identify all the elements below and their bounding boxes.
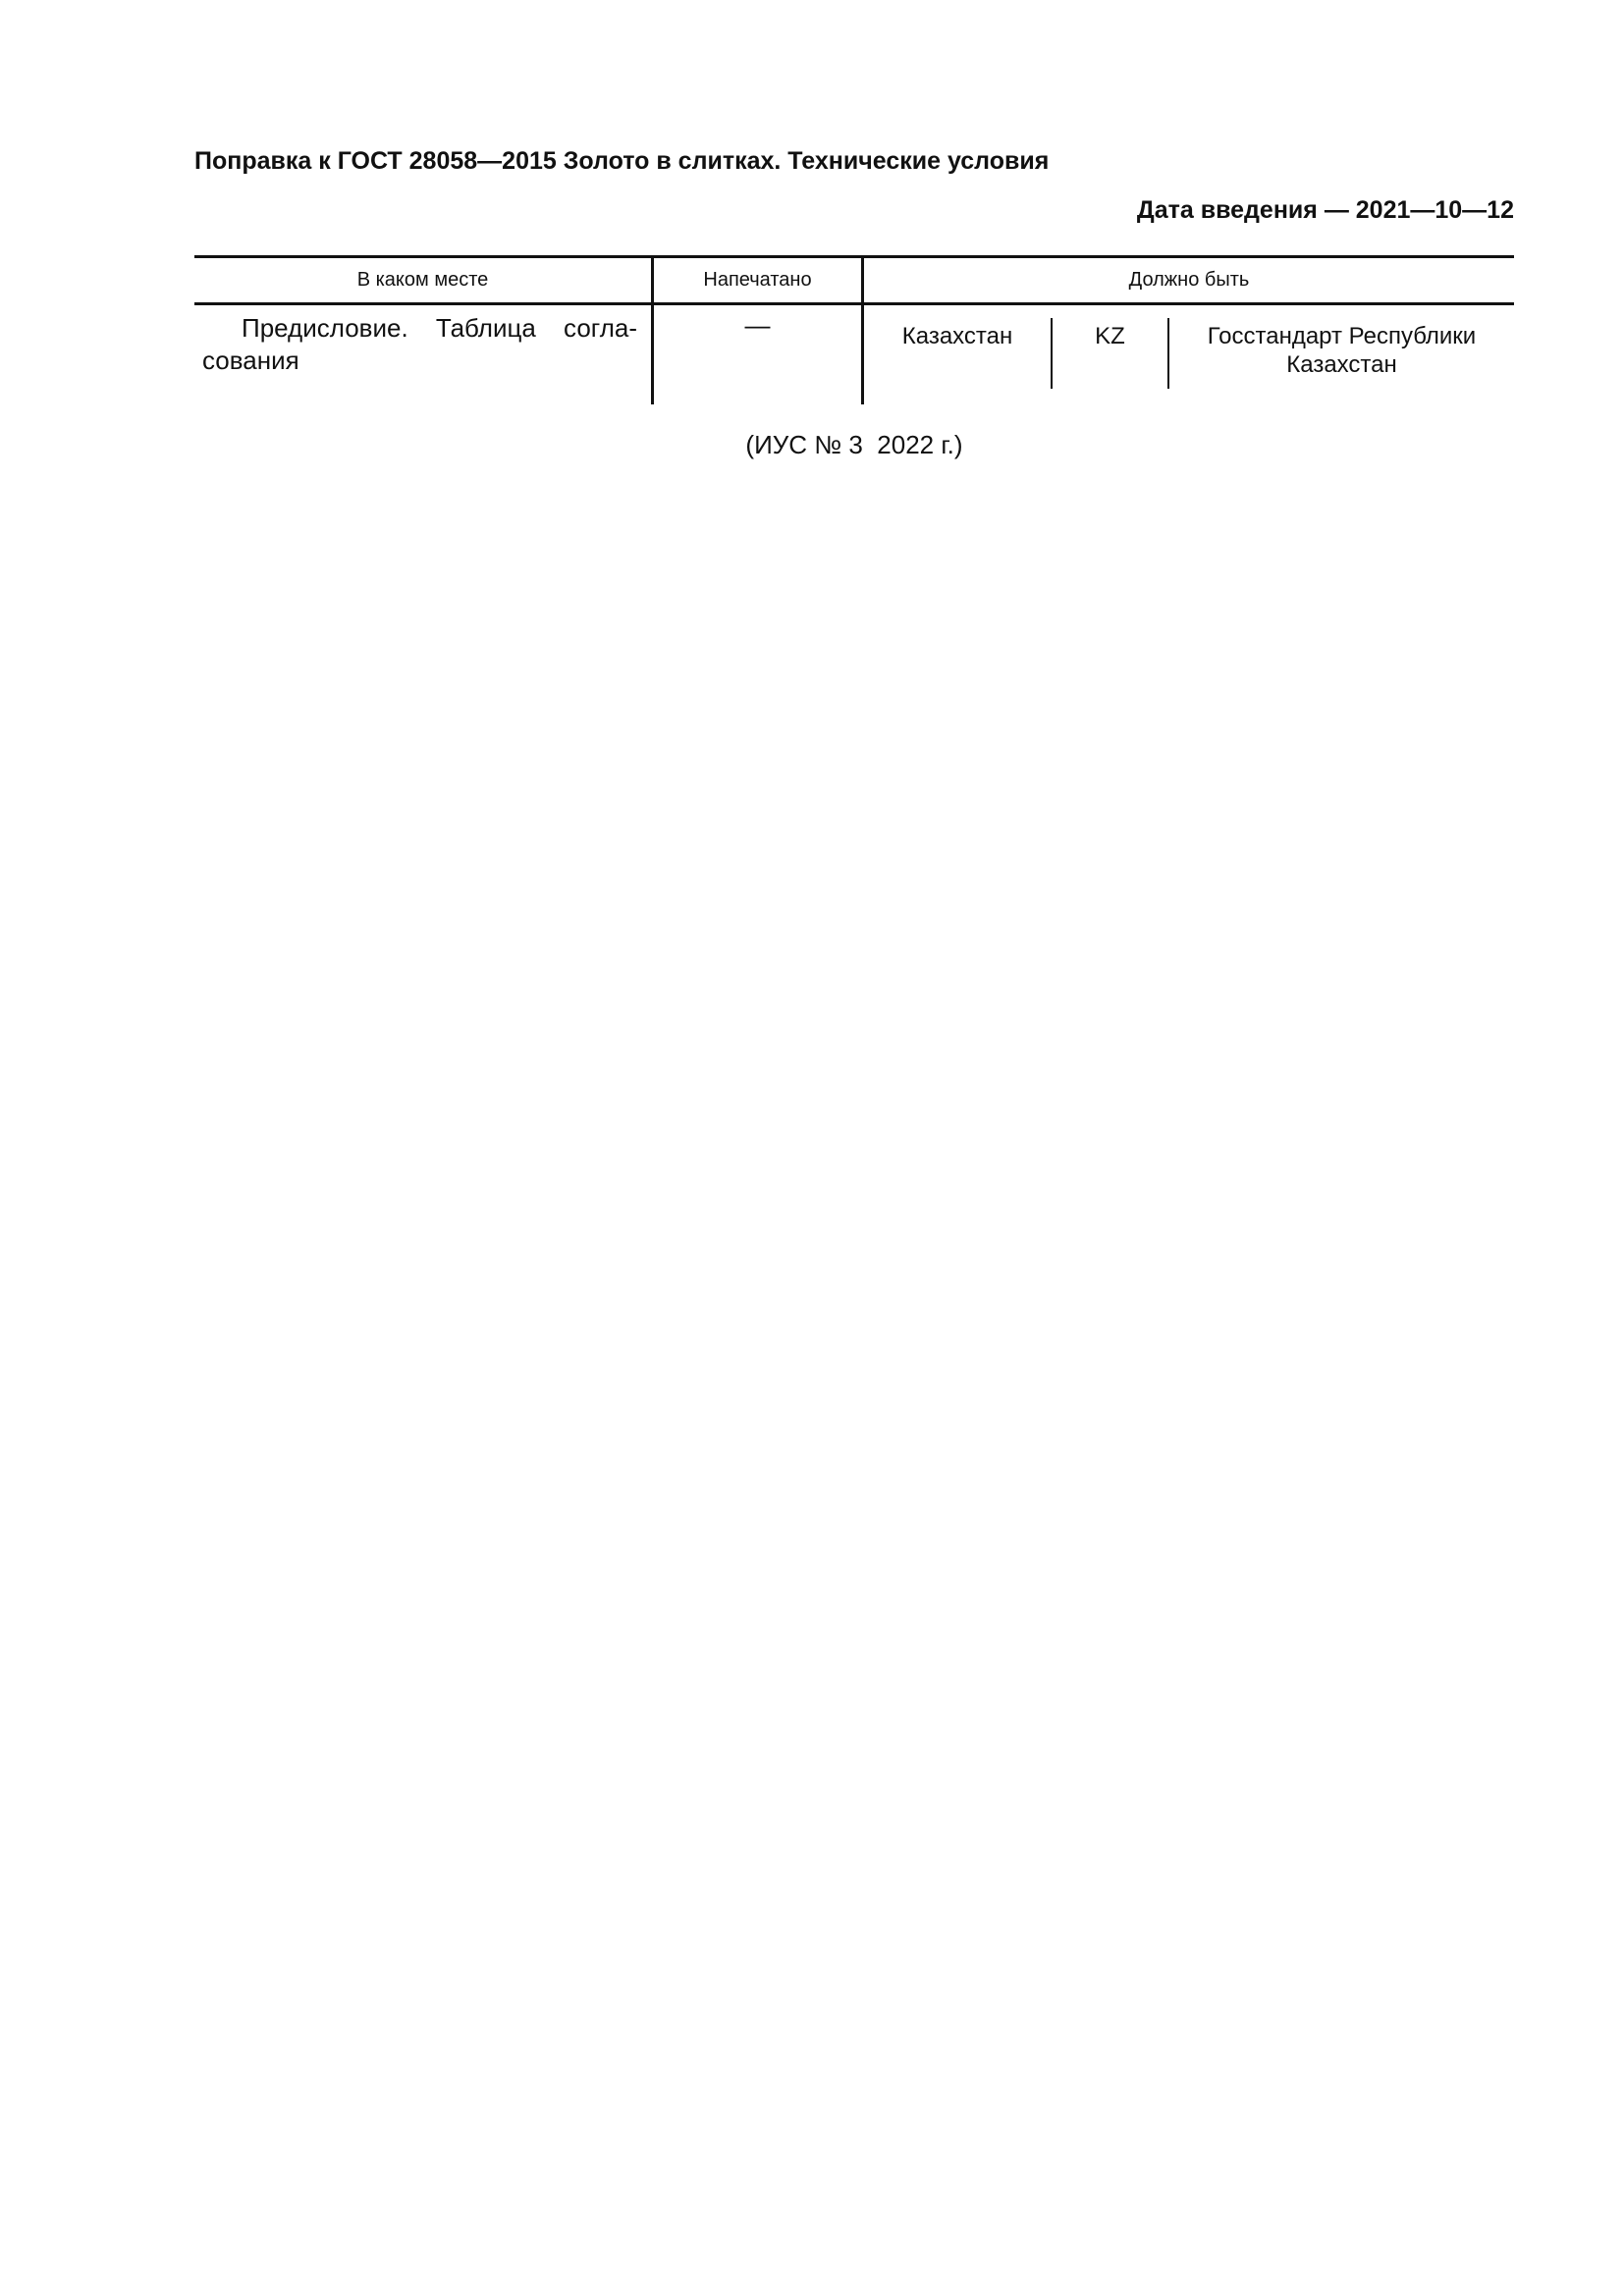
row-country-code: KZ [1095, 323, 1125, 349]
header-should-be: Должно быть [1128, 269, 1250, 291]
amendment-table [194, 255, 1514, 404]
row-place: Предисловие. Таблица согла-сования [202, 313, 637, 375]
header-printed: Напечатано [703, 269, 812, 291]
table-top-rule [194, 255, 1514, 258]
table-header-rule [194, 302, 1514, 305]
row-country: Казахстан [901, 323, 1013, 349]
document-title: Поправка к ГОСТ 28058—2015 Золото в слитках. Технические условия [194, 147, 1050, 175]
row-agency-line1: Госстандарт Республики [1207, 323, 1477, 349]
header-place: В каком месте [356, 269, 489, 291]
row-printed: — [744, 310, 771, 340]
row-agency-line2: Казахстан [1286, 351, 1397, 378]
effective-date: Дата введения — 2021—10—12 [1136, 196, 1514, 224]
row-agency [1169, 322, 1514, 379]
source-reference: (ИУС № 3 2022 г.) [745, 430, 963, 459]
